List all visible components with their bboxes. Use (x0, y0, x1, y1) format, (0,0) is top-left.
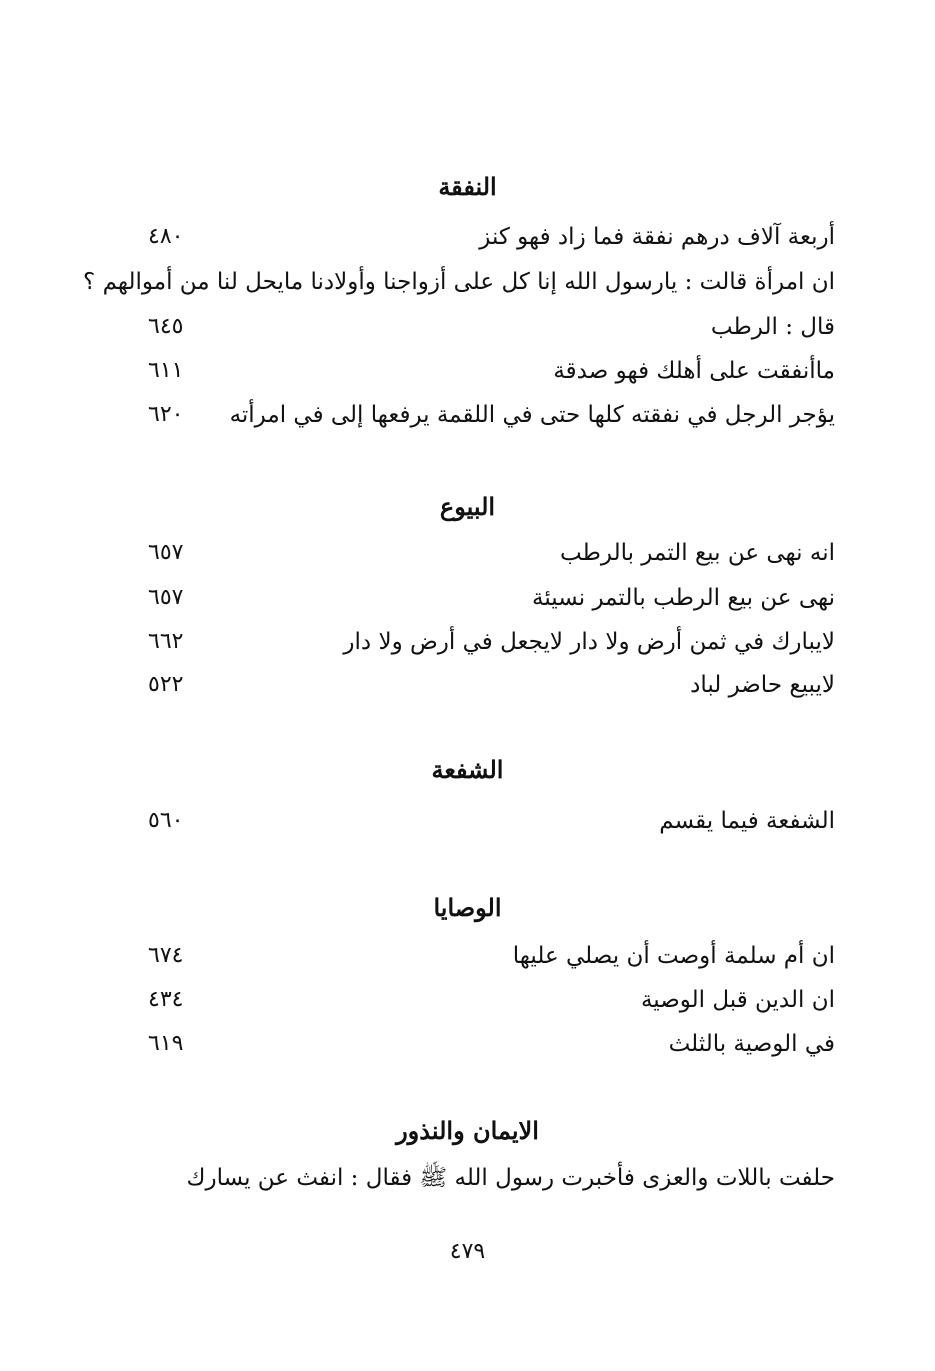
entry-page-number: ٦١١ (148, 358, 184, 383)
entry-text: لايبيع حاضر لباد (690, 672, 835, 698)
section-heading-shufa: الشفعة (431, 755, 504, 784)
entry-text: لايبارك في ثمن أرض ولا دار لايجعل في أرض ولا دار (343, 629, 835, 655)
section-heading-ayman: الايمان والنذور (396, 1116, 539, 1145)
entry-text: الشفعة فيما يقسم (659, 808, 835, 834)
entry-text: أربعة آلاف درهم نفقة فما زاد فهو كنز (479, 224, 835, 250)
section-heading-buyu: البيوع (439, 492, 496, 521)
entry-page-number: ٦٢٠ (148, 402, 184, 427)
entry-text: انه نهى عن بيع التمر بالرطب (560, 540, 835, 566)
section-heading-wasaya: الوصايا (433, 893, 502, 922)
entry-page-number: ٦١٩ (148, 1031, 184, 1056)
entry-page-number: ٤٣٤ (148, 987, 184, 1012)
entry-text: نهى عن بيع الرطب بالتمر نسيئة (532, 585, 835, 611)
entry-page-number: ٦٤٥ (148, 314, 184, 339)
entry-page-number: ٦٦٢ (148, 629, 184, 654)
page-number: ٤٧٩ (449, 1239, 486, 1264)
entry-page-number: ٦٧٤ (148, 943, 184, 968)
entry-text: ان الدين قبل الوصية (640, 987, 835, 1013)
section-heading-nafaqa: النفقة (438, 172, 497, 201)
entry-page-number: ٦٥٧ (148, 540, 184, 565)
entry-page-number: ٦٥٧ (148, 585, 184, 610)
entry-text: ان أم سلمة أوصت أن يصلي عليها (512, 943, 835, 969)
entry-text: ان امرأة قالت : يارسول الله إنا كل على أزواجنا وأولادنا مايحل لنا من أموالهم ؟ (83, 269, 835, 295)
entry-page-number: ٥٦٠ (148, 808, 184, 833)
entry-page-number: ٤٨٠ (148, 224, 184, 249)
entry-text: يؤجر الرجل في نفقته كلها حتى في اللقمة يرفعها إلى في امرأته (229, 402, 835, 428)
entry-page-number: ٥٢٢ (148, 672, 184, 697)
entry-text: في الوصية بالثلث (668, 1031, 835, 1057)
entry-text: حلفت باللات والعزى فأخبرت رسول الله ﷺ فقال : انفث عن يسارك (186, 1165, 835, 1191)
entry-text: قال : الرطب (710, 314, 835, 340)
entry-text: ماأنفقت على أهلك فهو صدقة (553, 358, 835, 384)
